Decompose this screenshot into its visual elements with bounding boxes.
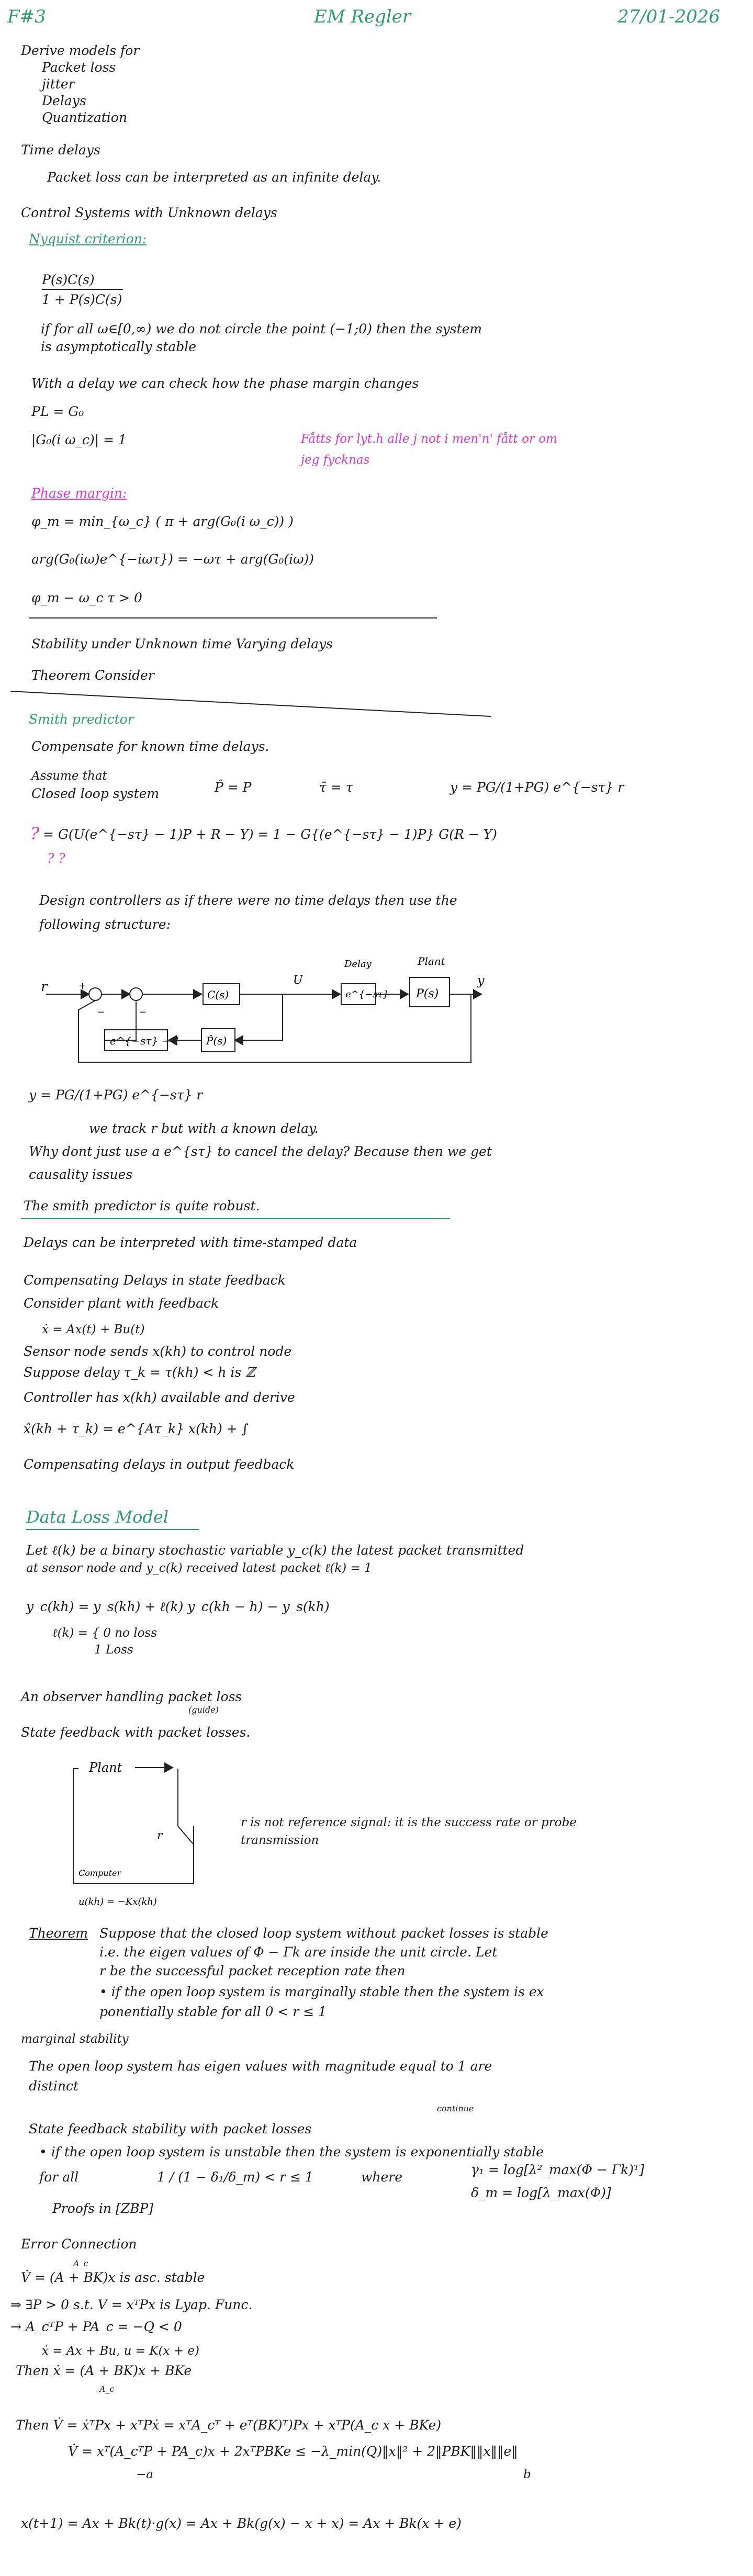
equation: y = PG/(1+PG) e^{−sτ} r [450, 780, 624, 795]
diagram-note: transmission [241, 1833, 319, 1847]
sum-sign: − [139, 1007, 147, 1018]
equation: Then V̇ = ẋᵀPx + xᵀPẋ = xᵀA_cᵀ + eᵀ(BK)ᵀ)Px + xᵀP(A_c x + BKe) [16, 2417, 442, 2433]
controller-label: C(s) [207, 988, 229, 1001]
pink-question: ? [30, 824, 40, 843]
control-law: u(kh) = −Kx(kh) [78, 1896, 157, 1907]
delay-block-label: e^{−sτ} [345, 989, 389, 1000]
note-line: for all [39, 2169, 79, 2185]
plant-label: Plant [89, 1760, 122, 1775]
subscript-note: −a [136, 2468, 153, 2481]
section-heading: Phase margin: [31, 486, 127, 501]
models-intro: Derive models for [21, 43, 140, 58]
equation: ẋ = Ax(t) + Bu(t) [42, 1323, 145, 1336]
note-line: With a delay we can check how the phase margin changes [31, 376, 419, 391]
model-item: Quantization [42, 110, 127, 125]
note-line: marginal stability [21, 2032, 129, 2046]
page-date: 27/01-2026 [617, 6, 720, 27]
note-line: State feedback with packet losses. [21, 1725, 251, 1740]
divider [21, 1218, 450, 1219]
equation: 1 Loss [94, 1643, 133, 1657]
equation: τ̃ = τ [319, 780, 353, 795]
pink-note: jeg fycknas [301, 453, 370, 467]
note-line: Suppose delay τ_k = τ(kh) < h is ℤ [24, 1365, 255, 1380]
signal-y: y [477, 973, 485, 988]
equation: y_c(kh) = y_s(kh) + ℓ(k) y_c(kh − h) − y_s(kh) [26, 1599, 330, 1614]
note-line: we track r but with a known delay. [89, 1121, 319, 1136]
note-line: Delays can be interpreted with time-stamped data [24, 1235, 357, 1250]
note-line: Compensating delays in output feedback [24, 1457, 295, 1472]
equation: 1 / (1 − δ₁/δ_m) < r ≤ 1 [157, 2169, 313, 2185]
equation: = G(U(e^{−sτ} − 1)P + R − Y) = 1 − G{(e^{−sτ} − 1)P} G(R − Y) [43, 827, 497, 842]
note-line: State feedback stability with packet losses [29, 2121, 312, 2136]
equation: arg(G₀(iω)e^{−iωτ}) = −ωτ + arg(G₀(iω)) [31, 552, 314, 567]
subscript-note: A_c [99, 2384, 115, 2394]
divider [29, 617, 437, 618]
subscript-note: A_c [73, 2258, 88, 2268]
note-line: Suppose that the closed loop system without packet losses is stable [99, 1926, 548, 1941]
note-line: Let ℓ(k) be a binary stochastic variable y_c(k) the latest packet transmitted [26, 1543, 524, 1558]
section-heading: Nyquist criterion: [29, 231, 147, 246]
equation: δ_m = log[λ_max(Φ)] [471, 2185, 611, 2200]
note-line: Stability under Unknown time Varying delays [31, 636, 333, 651]
subscript-note: b [523, 2468, 531, 2481]
note-line: • if the open loop system is unstable then the system is exponentially stable [39, 2144, 544, 2159]
equation: ẋ = Ax + Bu, u = K(x + e) [42, 2344, 199, 2358]
plant-label: Plant [418, 955, 445, 968]
note-line: at sensor node and y_c(k) received latest packet ℓ(k) = 1 [26, 1561, 372, 1575]
smith-predictor-diagram [0, 952, 523, 1078]
note-line: causality issues [29, 1167, 133, 1182]
note-line: Why dont just use a e^{sτ} to cancel the delay? Because then we get [29, 1144, 492, 1159]
note-line: Compensating Delays in state feedback [24, 1273, 286, 1288]
sum-sign: − [97, 1007, 105, 1018]
note-line: Control Systems with Unknown delays [21, 205, 277, 220]
switch-line [178, 1826, 194, 1844]
note-line: • if the open loop system is marginally stable then the system is ex [99, 1984, 544, 1999]
equation: y = PG/(1+PG) e^{−sτ} r [29, 1087, 203, 1103]
fraction-numerator: P(s)C(s) [42, 272, 95, 287]
note-line: is asymptotically stable [41, 339, 197, 354]
equation: ℓ(k) = { 0 no loss [52, 1626, 158, 1640]
loop-line [73, 1769, 78, 1816]
equation: PL = G₀ [31, 404, 84, 419]
note-line: Assume that [31, 769, 107, 783]
note-line: Controller has x(kh) available and derive [24, 1390, 295, 1405]
heading-underline [26, 1529, 199, 1530]
fraction-bar [42, 289, 123, 290]
rate-label: r [157, 1829, 163, 1842]
page-title: EM Regler [314, 6, 411, 27]
model-item: jitter [42, 76, 75, 92]
pink-note: Fåtts for lyt.h alle j not i men'n' fått or om [301, 432, 557, 446]
note-line: The open loop system has eigen values with magnitude equal to 1 are [29, 2058, 492, 2074]
delay-label: Delay [344, 959, 372, 970]
section-heading: Data Loss Model [26, 1507, 169, 1527]
note-line: Theorem Consider [31, 668, 154, 683]
section-heading: Time delays [21, 142, 100, 158]
note-line: Design controllers as if there were no time delays then use the [39, 893, 457, 908]
feedback-block-label: P̂(s) [206, 1034, 227, 1047]
equation: x̂(kh + τ_k) = e^{Aτ_k} x(kh) + ∫ [24, 1421, 249, 1436]
note-line: Sensor node sends x(kh) to control node [24, 1344, 292, 1359]
superscript-note: (guide) [188, 1705, 219, 1715]
note-line: where [361, 2169, 403, 2185]
equation: φ_m = min_{ω_c} ( π + arg(G₀(i ω_c)) ) [31, 514, 294, 529]
pink-question: ? ? [47, 851, 65, 866]
note-line: ponentially stable for all 0 < r ≤ 1 [99, 2004, 327, 2019]
theorem-label: Theorem [29, 1926, 88, 1941]
equation: x(t+1) = Ax + Bk(t)·g(x) = Ax + Bk(g(x) − x + x) = Ax + Bk(x + e) [21, 2516, 462, 2531]
note-line: following structure: [39, 917, 171, 932]
note-line: Consider plant with feedback [24, 1296, 219, 1311]
summing-junction [89, 988, 102, 1000]
section-heading: Error Connection [21, 2236, 137, 2252]
equation: V̇ = (A + BK)x is asc. stable [21, 2270, 205, 2285]
summing-junction [130, 988, 142, 1000]
equation: φ_m − ω_c τ > 0 [31, 590, 142, 605]
equation: |G₀(i ω_c)| = 1 [31, 432, 127, 447]
inner-feedback [235, 994, 283, 1040]
note-line: Packet loss can be interpreted as an infinite delay. [47, 170, 381, 185]
equation: V̇ = xᵀ(A_cᵀP + PA_c)x + 2xᵀPBKe ≤ −λ_min(Q)‖x‖² + 2‖PBK‖‖x‖‖e‖ [68, 2444, 518, 2459]
sum-sign: + [78, 981, 87, 992]
note-line: i.e. the eigen values of Φ − Γk are inside the unit circle. Let [99, 1944, 498, 1960]
model-item: Packet loss [42, 60, 116, 75]
section-heading: Smith predictor [29, 712, 134, 727]
plant-block-label: P(s) [416, 987, 439, 1000]
signal-u: U [293, 974, 303, 987]
signal-r: r [41, 979, 48, 995]
equation: → A_cᵀP + PA_c = −Q < 0 [10, 2319, 182, 2334]
outer-feedback [78, 994, 471, 1062]
superscript-note: continue [437, 2103, 474, 2113]
note-line: The smith predictor is quite robust. [24, 1198, 260, 1213]
diagram-note: r is not reference signal: it is the success rate or probe [241, 1816, 577, 1829]
equation: P̂ = P [215, 780, 252, 795]
note-line: if for all ω∈[0,∞) we do not circle the point (−1;0) then the system [41, 321, 482, 336]
equation: Then ẋ = (A + BK)x + BKe [16, 2363, 192, 2378]
fraction-denominator: 1 + P(s)C(s) [42, 292, 122, 307]
note-line: distinct [29, 2078, 79, 2094]
note-line: Proofs in [ZBP] [52, 2201, 154, 2216]
computer-label: Computer [78, 1868, 121, 1878]
page-number: F#3 [7, 6, 46, 27]
equation: ⇒ ∃P > 0 s.t. V = xᵀPx is Lyap. Func. [10, 2297, 253, 2312]
note-line: An observer handling packet loss [21, 1689, 242, 1704]
note-line: Compensate for known time delays. [31, 739, 269, 754]
equation: γ₁ = log[λ²_max(Φ − Γk)ᵀ] [471, 2162, 645, 2177]
feedback-block-label: e^{−sτ} − 1 [110, 1034, 181, 1047]
packet-loss-diagram [0, 1748, 293, 1915]
note-line: Closed loop system [31, 786, 160, 801]
model-item: Delays [42, 93, 86, 108]
note-line: r be the successful packet reception rate then [99, 1963, 406, 1978]
